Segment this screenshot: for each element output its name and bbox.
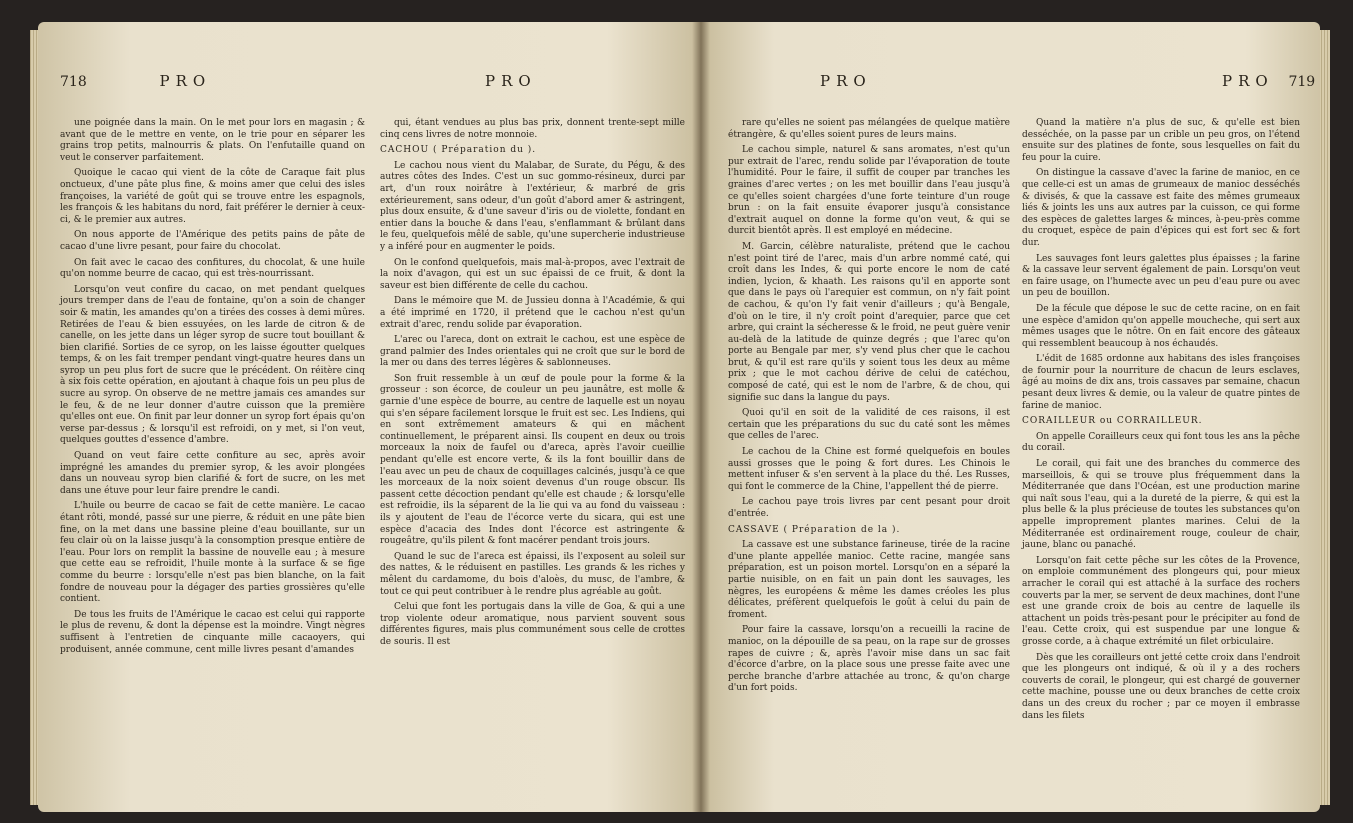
book-gutter bbox=[692, 22, 710, 812]
right-running-head-1: PRO bbox=[820, 72, 872, 90]
paragraph: Celui que font les portugais dans la ville de Goa, & qui a une trop violente odeur aromatique, nous parvient souvent sous différentes figures, mais plus communément sous celle de crottes de souris. Il est bbox=[380, 602, 685, 647]
paragraph: qui, étant vendues au plus bas prix, donnent trente-sept mille cinq cens livres de notre monnoie. bbox=[380, 118, 685, 140]
right-page-column-2 bbox=[1022, 118, 1300, 726]
section-heading-cachou: CACHOU ( Préparation du ). bbox=[380, 145, 537, 156]
left-page-column-2 bbox=[380, 118, 685, 653]
paragraph: Quand la matière n'a plus de suc, & qu'elle est bien desséchée, on la passe par un crible un peu gros, on l'étend ensuite sur des platines de fonte, sous lesquelles on fait du feu pour la cuire. bbox=[1022, 118, 1300, 163]
paragraph: L'arec ou l'areca, dont on extrait le cachou, est une espèce de grand palmier des Indes orientales qui ne croît que sur le bord de la mer ou dans des terres légères & sablonneuses. bbox=[380, 335, 685, 369]
paragraph: On nous apporte de l'Amérique des petits pains de pâte de cacao d'une livre pesant, pour faire du chocolat. bbox=[60, 230, 365, 252]
paragraph: La cassave est une substance farineuse, tirée de la racine d'une plante appellée manioc. Cette racine, mangée sans préparation, est un poison mortel. Lorsqu'on en a séparé la partie nuisible, on en fait un pain dont les sauvages, les nègres, les européens & même les dames créoles les plus délicates, préfèrent quelquefois le goût à celui du pain de froment. bbox=[728, 540, 1010, 620]
left-running-head-2: PRO bbox=[485, 72, 537, 90]
paragraph: Lorsqu'on fait cette pêche sur les côtes de la Provence, on emploie communément des plongeurs qui, pour mieux arracher le corail qui est attaché à la surface des rochers couverts par la mer, se servent de deux machines, dont l'une est une grande croix de bois au centre de laquelle ils attachent un poids très-pesant pour le précipiter au fond de l'eau. Cette croix, qui est suspendue par une longue & grosse corde, a à chaque extrémité un filet orbiculaire. bbox=[1022, 555, 1300, 647]
paragraph: Lorsqu'on veut confire du cacao, on met pendant quelques jours tremper dans de l'eau de fontaine, qu'on a soin de changer soir & matin, les amandes qu'on a tirées des cosses à demi mûres. Retirées de l'eau & bien essuyées, on les larde de citron & de canelle, on les jette dans un léger syrop de sucre tout bouillant & bien clarifié. Sorties de ce syrop, on les laisse égoutter quelques temps, & on les fait tremper pendant vingt-quatre heures dans un syrop un peu plus fort de sucre que le précédent. On réitère cinq à six fois cette opération, en ajoutant à chaque fois un peu plus de sucre au syrop. On observe de ne mettre jamais ces amandes sur le feu, & de ne leur donner d'autre cuisson que la première qu'elles ont eue. On finit par leur donner un syrop fort épais qu'on verse par-dessus ; & lorsqu'il est refroidi, on y met, si l'on veut, quelques gouttes d'essence d'ambre. bbox=[60, 284, 365, 446]
paragraph: Le cachou paye trois livres par cent pesant pour droit d'entrée. bbox=[728, 497, 1010, 519]
paragraph: On distingue la cassave d'avec la farine de manioc, en ce que celle-ci est un amas de grumeaux de manioc desséchés & divisés, & que la cassave est faite des mêmes grumeaux liés & joints les uns aux autres par la cuisson, ce qui forme des espèces de galettes larges & minces, à-peu-près comme du croquet, espèce de pain d'épices qui est fort sec & fort dur. bbox=[1022, 168, 1300, 248]
paragraph: De tous les fruits de l'Amérique le cacao est celui qui rapporte le plus de revenu, & dont la dépense est la moindre. Vingt nègres suffisent à l'entretien de cinquante mille cacaoyers, qui produisent, année commune, cent mille livres pesant d'amandes bbox=[60, 609, 365, 655]
paragraph: Quand le suc de l'areca est épaissi, ils l'exposent au soleil sur des nattes, & le réduisent en pastilles. Les grands & les riches y mêlent du cardamome, du bois d'aloès, du musc, de l'ambre, & tout ce qui peut contribuer à le rendre plus agréable au goût. bbox=[380, 551, 685, 597]
section-heading-corailleur: CORAILLEUR ou CORRAILLEUR. bbox=[1022, 416, 1203, 427]
right-page-number: 719 bbox=[1288, 74, 1316, 90]
paragraph: L'huile ou beurre de cacao se fait de cette manière. Le cacao étant rôti, mondé, passé sur une pierre, & réduit en une pâte bien fine, on la met dans une bassine pleine d'eau bouillante, sur un feu clair où on la laisse jusqu'à la consomption presque entière de l'eau. Pour lors on remplit la bassine de nouvelle eau ; à mesure que cette eau se refroidit, l'huile monte à la surface & se fige comme du beurre : lorsqu'elle n'est pas bien blanche, on la fait fondre de nouveau pour la dégager des parties grossières qu'elle contient. bbox=[60, 501, 365, 605]
paragraph: Pour faire la cassave, lorsqu'on a recueilli la racine de manioc, on la dépouille de sa peau, on la rape sur de grosses rapes de cuivre ; &, après l'avoir mise dans un sac fait d'écorce d'arbre, on la place sous une presse faite avec une perche branche d'arbre attachée au tronc, & qu'on charge d'un fort poids. bbox=[728, 625, 1010, 694]
paragraph: Le corail, qui fait une des branches du commerce des marseillois, & qui se trouve plus fréquemment dans la Méditerranée que dans l'Océan, est une production marine qui naît sous l'eau, qui a la dureté de la pierre, & qui est la plus belle & la plus précieuse de toutes les substances qu'on appelle improprement plantes marines. Celui de la Méditerranée est ordinairement rouge, couleur de chair, jaune, blanc ou panaché. bbox=[1022, 459, 1300, 551]
paragraph: une poignée dans la main. On le met pour lors en magasin ; & avant que de le mettre en vente, on le trie pour en séparer les grains trop petits, malnourris & plats. On l'enfutaille quand on veut le conserver parfaitement. bbox=[60, 118, 365, 163]
left-page-number: 718 bbox=[60, 74, 87, 90]
paragraph: Le cachou de la Chine est formé quelquefois en boules aussi grosses que le poing & fort dures. Les Chinois le mettent infuser & s'en servent à la place du thé. Les Russes, qui font le commerce de la Chine, l'appellent thé de pierre. bbox=[728, 447, 1010, 492]
left-page-column-1 bbox=[60, 118, 365, 660]
right-page-column-1 bbox=[728, 118, 1010, 699]
paragraph: Quoi qu'il en soit de la validité de ces raisons, il est certain que les préparations du suc du caté sont les mêmes que celles de l'arec. bbox=[728, 408, 1010, 442]
left-page bbox=[38, 22, 700, 812]
paragraph: L'édit de 1685 ordonne aux habitans des isles françoises de fournir pour la nourriture de chacun de leurs esclaves, âgé au moins de dix ans, trois cassaves par semaine, chacun pesant deux livres & demie, ou la valeur de quatre pintes de farine de manioc. bbox=[1022, 354, 1300, 411]
paragraph: Le cachou simple, naturel & sans aromates, n'est qu'un pur extrait de l'arec, rendu solide par l'évaporation de toute l'humidité. Pour le faire, il suffit de couper par tranches les graines d'arec vertes ; on les met bouillir dans l'eau jusqu'à ce qu'elles soient chargées d'une forte teinture d'un rouge brun : on la fait ensuite évaporer jusqu'à consistance d'extrait auquel on donne la forme qu'on veut, & qui se durcit bientôt après. Il est employé en médecine. bbox=[728, 145, 1010, 237]
right-page bbox=[700, 22, 1320, 812]
paragraph: Les sauvages font leurs galettes plus épaisses ; la farine & la cassave leur servent également de pain. Lorsqu'on veut en faire usage, on l'humecte avec un peu d'eau pure ou avec un peu de bouillon. bbox=[1022, 253, 1300, 299]
paragraph: On fait avec le cacao des confitures, du chocolat, & une huile qu'on nomme beurre de cacao, qui est très-nourrissant. bbox=[60, 257, 365, 280]
paragraph: Son fruit ressemble à un œuf de poule pour la forme & la grosseur : son écorce, de couleur un peu jaunâtre, est molle & garnie d'une espèce de bourre, au centre de laquelle est un noyau qui s'en sépare facilement lorsque le fruit est sec. Les Indiens, qui en sont extrêmement amateurs & qui en mâchent continuellement, le préparent ainsi. Ils coupent en deux ou trois morceaux la noix de faufel ou d'areca, après l'avoir cueillie pendant qu'elle est encore verte, & ils la font bouillir dans de l'eau avec un peu de chaux de coquillages calcinés, jusqu'à ce que les morceaux de la noix soient devenus d'un rouge obscur. Ils passent cette décoction pendant qu'elle est chaude ; & lorsqu'elle est refroidie, ils la séparent de la lie qui va au fond du vaisseau : ils y ajoutent de l'eau de l'écorce verte du sicara, qui est une espèce d'acacia des Indes dont l'écorce est astringente & rougeâtre, qu'ils pilent & font macérer pendant trois jours. bbox=[380, 373, 685, 547]
paragraph: rare qu'elles ne soient pas mélangées de quelque matière étrangère, & qu'elles soient pures de leurs mains. bbox=[728, 118, 1010, 140]
section-heading-cassave: CASSAVE ( Préparation de la ). bbox=[728, 524, 901, 535]
paragraph: Quoique le cacao qui vient de la côte de Caraque fait plus onctueux, d'une pâte plus fine, & moins amer que celui des isles françoises, la variété de goût qui se trouve entre les espagnols, les françois & les habitans du nord, fait préférer le dernier à ceux-ci, & le premier aux autres. bbox=[60, 168, 365, 225]
paragraph: M. Garcin, célèbre naturaliste, prétend que le cachou n'est point tiré de l'arec, mais d'un arbre nommé caté, qui croît dans les Indes, & qui porte encore le nom de caté indien, lycion, & khaath. Les raisons qu'il en apporte sont que dans le pays où l'arequier est commun, on n'y fait point de cachou, & qu'on l'y fait venir d'ailleurs ; qu'à Bengale, d'où on le tire, il n'y croît point d'arequier, parce que cet arbre, qui craint la sécheresse & le froid, ne peut guère venir au-delà de la latitude de quinze degrés ; que l'arec qu'on porte au Bengale par mer, s'y vend plus cher que le cachou brut, & qu'il est rare qu'ils y soient tous les deux au même prix ; que le mot cachou dérive de celui de catéchou, composé de caté, qui est le nom de l'arbre, & de chou, qui signifie suc dans la langue du pays. bbox=[728, 241, 1010, 403]
paragraph: Le cachou nous vient du Malabar, de Surate, du Pégu, & des autres côtes des Indes. C'est un suc gommo-résineux, durci par art, d'un roux noirâtre à l'extérieur, & marbré de gris extérieurement, sans odeur, d'un goût d'abord amer & astringent, plus doux ensuite, & d'une saveur d'iris ou de violette, fondant en entier dans la bouche & dans l'eau, s'enflammant & brûlant dans le feu, quelquefois mêlé de sable, qu'une supercherie industrieuse y a inféré pour en augmenter le poids. bbox=[380, 160, 685, 252]
paragraph: De la fécule que dépose le suc de cette racine, on en fait une espèce d'amidon qu'on appelle moucheche, qui sert aux mêmes usages que le nôtre. On en fait encore des gâteaux qui ressemblent beaucoup à nos échaudés. bbox=[1022, 303, 1300, 349]
paragraph: Quand on veut faire cette confiture au sec, après avoir imprégné les amandes du premier syrop, & les avoir plongées dans un nouveau syrop bien clarifié & fort de sucre, on les met dans une étuve pour leur faire prendre le candi. bbox=[60, 451, 365, 496]
paragraph: Dès que les corailleurs ont jetté cette croix dans l'endroit que les plongeurs ont indiqué, & où il y a des rochers couverts de corail, le plongeur, qui est chargé de gouverner cette machine, pousse une ou deux branches de cette croix dans un des creux du rocher ; par ce moyen il embrasse dans les filets bbox=[1022, 652, 1300, 721]
right-running-head-2: PRO 719 bbox=[1222, 72, 1316, 90]
left-running-head-1: 718 PRO bbox=[60, 72, 212, 90]
paragraph: On appelle Corailleurs ceux qui font tous les ans la pêche du corail. bbox=[1022, 431, 1300, 454]
paragraph: Dans le mémoire que M. de Jussieu donna à l'Académie, & qui a été imprimé en 1720, il prétend que le cachou n'est qu'un extrait d'arec, rendu solide par évaporation. bbox=[380, 296, 685, 330]
paragraph: On le confond quelquefois, mais mal-à-propos, avec l'extrait de la noix d'avagon, qui est un suc épaissi de ce fruit, & dont la saveur est bien différente de celle du cachou. bbox=[380, 257, 685, 291]
